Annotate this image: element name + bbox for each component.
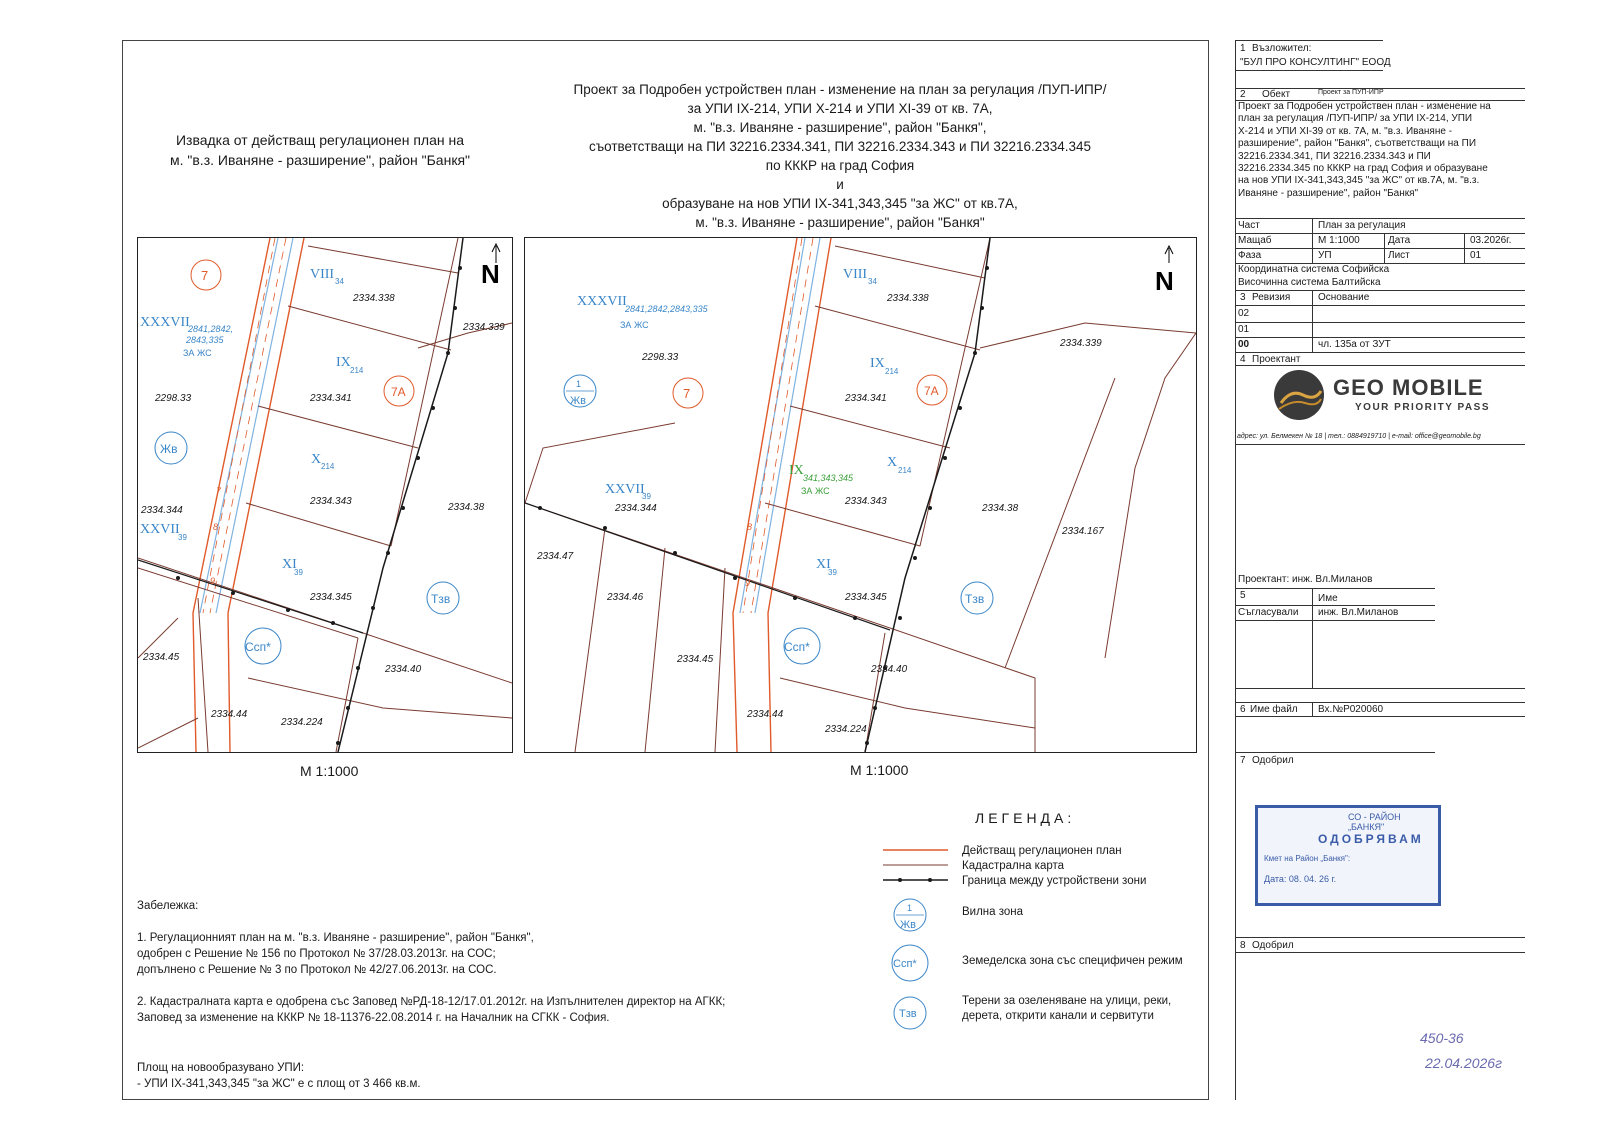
parcel-label: 2334.338 [353,293,395,304]
parcel-label: 2334.38 [448,502,485,513]
parcel-label: 2334.224 [825,724,867,735]
parcel-label: 2334.339 [1060,338,1102,349]
parcel-label: 2334.40 [871,664,908,675]
map-current-plan-drawing [138,238,512,752]
parcel-label: 2334.344 [615,503,657,514]
handwritten-note: 450-36 [1420,1030,1464,1046]
svg-text:341,343,345: 341,343,345 [803,473,854,483]
svg-text:214: 214 [885,367,899,376]
quarter-label: 7 [201,268,209,283]
parcel-label: 2334.338 [887,293,929,304]
notes-heading: Забележка: [137,900,199,912]
svg-text:9: 9 [745,578,751,588]
upi-label: IX [870,356,885,371]
legend-item: Земеделска зона със специфичен режим [962,955,1183,967]
svg-text:2841,2842,: 2841,2842, [188,324,234,334]
upi-label: VIII [843,267,868,282]
zone-label: Жв [570,395,587,407]
upi-label: XI [816,557,831,572]
parcel-label: 2334.44 [747,709,784,720]
extract-title: Извадка от действащ регулационен план на м. "в.з. Иваняне - разширение", район "Банкя" [170,132,470,168]
map-proposed-plan [524,237,1197,753]
object-description: Проект за Подробен устройствен план - изменение на план за регулация /ПУП-ИПР/ за УПИ IX-214, УПИ X-214 и УПИ XI-39 от кв. 7А, м. "в.з. Иваняне - разширение", район "Банкя", съответстващи на ПИ 32216.2334.341, ПИ 32216.2334.343 и ПИ 32216.2334.345 по КККР на град София и образуване на нов УПИ IX-341,343,345 "за ЖС" от кв.7А, м. "в.з. Иваняне - разширение", район "Банкя" [1238,101,1491,199]
client-name: "БУЛ ПРО КОНСУЛТИНГ" ЕООД [1240,57,1391,68]
geo-mobile-logo: GEO MOBILE YOUR PRIORITY PASS [1265,365,1505,425]
svg-text:1: 1 [907,903,913,913]
zone-label: Ссп* [245,640,271,654]
quarter-label: 7А [391,385,406,399]
parcel-label: 2334.343 [845,496,887,507]
geo-address: адрес: ул. Белмекен № 18 | тел.: 0884919710 | e-mail: office@geomobile.bg [1237,433,1481,440]
parcel-label: 2334.167 [1062,526,1104,537]
parcel-label: 2334.341 [845,393,887,404]
scale-left: М 1:1000 [300,763,359,779]
svg-text:Ссп*: Ссп* [893,958,917,970]
upi-label: XXVII [605,482,645,497]
svg-text:2843,335: 2843,335 [186,335,224,345]
svg-text:39: 39 [642,492,651,501]
svg-text:ЗА ЖС: ЗА ЖС [620,320,649,330]
upi-label: XXXVII [577,294,627,309]
legend-item: Действащ регулационен план [962,845,1122,857]
parcel-label: 2334.343 [310,496,352,507]
zone-label: Тзв [431,592,451,606]
svg-text:8: 8 [747,522,753,532]
upi-label: IX [336,355,351,370]
parcel-label: 2334.345 [845,592,887,603]
zone-label: Жв [160,442,178,456]
parcel-label: 2334.46 [607,592,644,603]
upi-label: X [887,455,898,470]
upi-label: XI [282,557,297,572]
legend-item: Граница между устройствени зони [962,875,1147,887]
legend-item: Терени за озеленяване на улици, реки, [962,995,1172,1007]
parcel-label: 2298.33 [155,393,192,404]
svg-text:214: 214 [350,366,364,375]
map-current-plan [137,237,513,753]
legend-item: Кадастрална карта [962,860,1065,872]
svg-text:8: 8 [213,522,219,532]
parcel-label: 2334.45 [143,652,180,663]
notes: Забележка: 1. Регулационният план на м. "в.з. Иваняне - разширение", район "Банкя", одобрен с Решение № 156 по Протокол № 37/28.03.2013г. на СОС; допълнено с Решение № 3 по Протокол № 42/27.06.2013г. на СОС. 2. Кадастралната карта е одобрена със Заповед №РД-18-12/17.01.2012г. на Изпълнителен директор на АГКК; Заповед за изменение на КККР № 18-11376-22.08.2014 г. на Началник на СГКК - София. Площ на новообразувано УПИ: - УПИ IX-341,343,345 "за ЖС" е с площ от 3 466 кв.м. [137,900,726,1090]
quarter-label: 7 [683,386,691,401]
svg-text:34: 34 [868,277,877,286]
legend-item: Вилна зона [962,906,1024,918]
legend-symbols [878,840,968,1080]
parcel-label: 2334.47 [537,551,574,562]
parcel-label: 2334.344 [141,505,183,516]
svg-text:1: 1 [576,379,582,389]
parcel-label: 2334.345 [310,592,352,603]
parcel-label: 2298.33 [642,352,679,363]
upi-label: XXXVII [140,315,190,330]
svg-text:Тзв: Тзв [899,1008,917,1020]
parcel-label: 2334.40 [385,664,422,675]
parcel-label: 2334.224 [281,717,323,728]
svg-text:ЗА ЖС: ЗА ЖС [183,348,212,358]
approval-stamp: СО - РАЙОН „БАНКЯ" ОДОБРЯВАМ Кмет на Район „Банкя": Дата: 08. 04. 26 г. [1255,805,1441,906]
parcel-label: 2334.339 [463,322,505,333]
svg-text:9: 9 [210,576,216,586]
project-title: Проект за Подробен устройствен план - изменение на план за регулация /ПУП-ИПР/ за УПИ IX-214, УПИ X-214 и УПИ XI-39 от кв. 7А, м. "в.з. Иваняне - разширение", район "Банкя", съответстващи на ПИ 32216.2334.341, ПИ 32216.2334.343 и ПИ 32216.2334.345 по КККР на град София и образуване на нов УПИ IX-341,343,345 "за ЖС" от кв.7А, м. "в.з. Иваняне - разширение", район "Банкя" [573,82,1107,230]
svg-text:34: 34 [335,277,344,286]
svg-text:39: 39 [178,533,187,542]
north-letter: N [1155,266,1174,296]
upi-label: VIII [310,267,335,282]
quarter-label: 7А [924,384,939,398]
zone-label: Ссп* [784,640,810,654]
svg-text:ЗА ЖС: ЗА ЖС [801,486,830,496]
parcel-label: 2334.45 [677,654,714,665]
svg-text:7: 7 [216,486,222,496]
svg-text:39: 39 [828,568,837,577]
map-proposed-plan-drawing [525,238,1196,752]
parcel-label: 2334.38 [982,503,1019,514]
north-letter: N [481,259,500,289]
svg-text:2841,2842,2843,335: 2841,2842,2843,335 [625,304,708,314]
file-number: Вх.№P020060 [1318,704,1384,715]
designer-line: Проектант: инж. Вл.Миланов [1238,574,1373,585]
zone-label: Тзв [965,592,985,606]
upi-label: X [311,452,322,467]
legend-title: ЛЕГЕНДА: [975,810,1076,826]
handwritten-note: 22.04.2026г [1425,1055,1502,1071]
parcel-label: 2334.44 [211,709,248,720]
geo-mobile-icon [1273,369,1325,421]
svg-text:39: 39 [294,568,303,577]
parcel-label: 2334.341 [310,393,352,404]
legend-item: дерета, открити канали и сервитути [962,1010,1154,1022]
new-upi-label: IX [789,463,804,478]
svg-text:214: 214 [321,462,335,471]
scale-right: М 1:1000 [850,762,909,778]
svg-text:214: 214 [898,466,912,475]
upi-label: XXVII [140,522,180,537]
svg-text:Жв: Жв [900,919,917,931]
